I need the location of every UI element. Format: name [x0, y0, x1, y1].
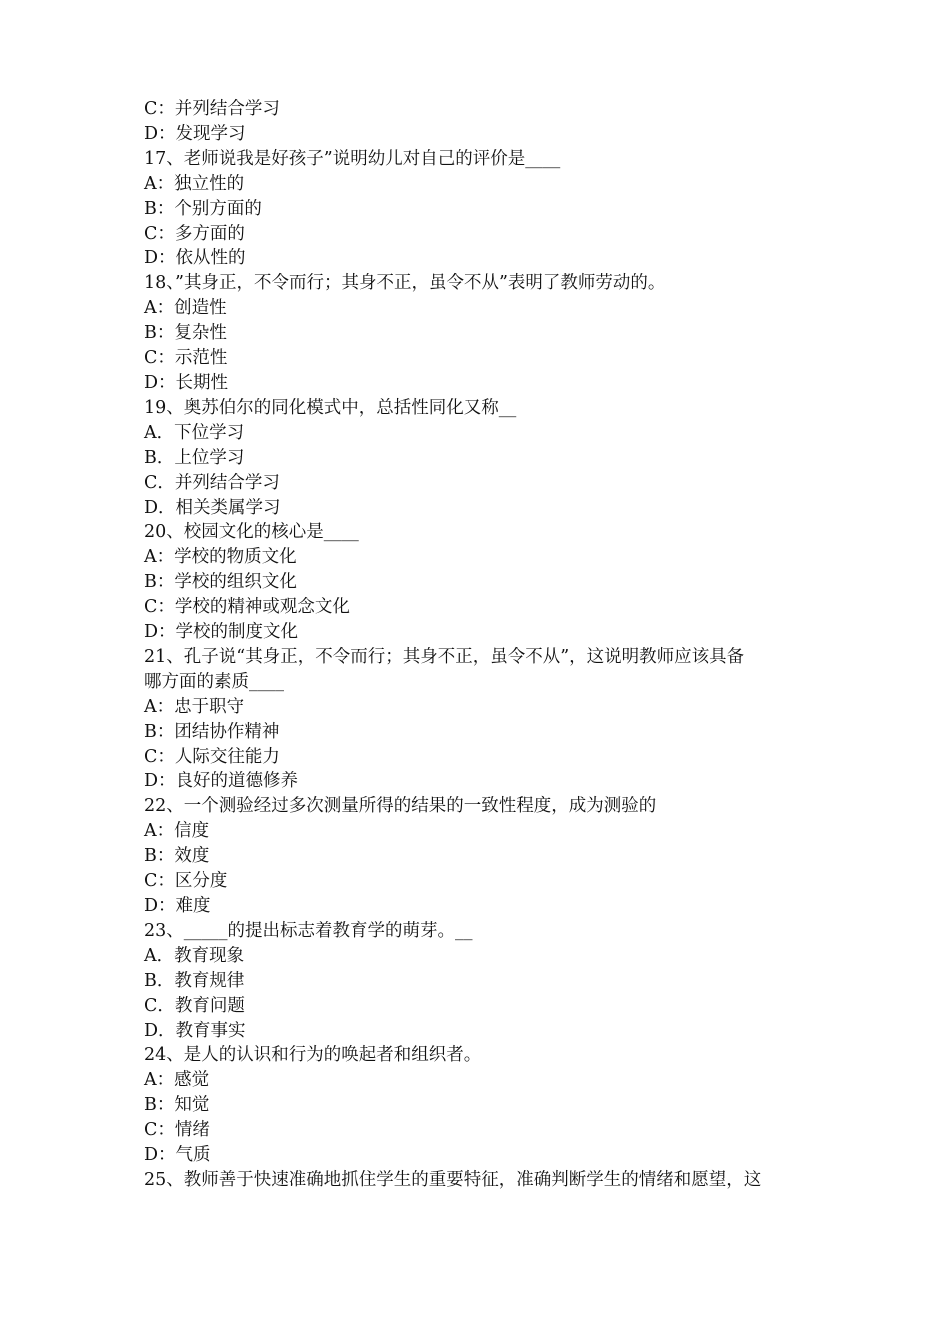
text-line: D：发现学习	[144, 123, 246, 144]
option-line: D：良好的道德修养	[144, 771, 299, 792]
option-line: C．并列结合学习	[144, 472, 280, 493]
option-line: C：示范性	[144, 348, 228, 369]
option-line: B．教育规律	[144, 970, 245, 991]
text-line: C：并列结合学习	[144, 99, 280, 119]
option-line: D．教育事实	[144, 1020, 246, 1041]
option-line: C：情绪	[144, 1120, 210, 1141]
option-line: D：学校的制度文化	[144, 622, 299, 643]
question-18: 18、”其身正，不令而行；其身不正，虽令不从”表明了教师劳动的。	[144, 273, 666, 294]
option-line: D：长期性	[144, 372, 229, 393]
question-19: 19、奥苏伯尔的同化模式中，总括性同化又称__	[144, 397, 517, 418]
option-line: D：依从性的	[144, 248, 246, 269]
question-17: 17、老师说我是好孩子”说明幼儿对自己的评价是____	[144, 148, 561, 169]
option-line: B：效度	[144, 846, 210, 867]
question-23: 23、_____的提出标志着教育学的萌芽。__	[144, 920, 473, 941]
option-line: B：个别方面的	[144, 198, 262, 219]
option-line: D．相关类属学习	[144, 497, 281, 518]
option-line: B：学校的组织文化	[144, 572, 297, 593]
question-21: 21、孔子说“其身正，不令而行；其身不正，虽令不从”，这说明教师应该具备	[144, 646, 745, 667]
question-24: 24、是人的认识和行为的唤起者和组织者。	[144, 1045, 482, 1066]
option-line: A：创造性	[144, 298, 227, 319]
option-line: C：学校的精神或观念文化	[144, 597, 350, 618]
document-body	[144, 97, 814, 1193]
option-line: D：难度	[144, 896, 211, 916]
option-line: D：气质	[144, 1145, 211, 1166]
option-line: B．上位学习	[144, 447, 245, 468]
option-line: A：感觉	[144, 1070, 210, 1091]
option-line: B：知觉	[144, 1095, 210, 1116]
option-line: C：人际交往能力	[144, 746, 280, 767]
question-20: 20、校园文化的核心是____	[144, 522, 359, 543]
question-25: 25、教师善于快速准确地抓住学生的重要特征，准确判断学生的情绪和愿望，这	[144, 1169, 762, 1190]
question-21-continued: 哪方面的素质____	[144, 671, 284, 692]
option-line: A：信度	[144, 821, 210, 842]
option-line: B：复杂性	[144, 323, 227, 344]
option-line: A：学校的物质文化	[144, 547, 297, 568]
option-line: B：团结协作精神	[144, 721, 280, 742]
question-22: 22、一个测验经过多次测量所得的结果的一致性程度，成为测验的	[144, 796, 657, 817]
option-line: A．教育现象	[144, 945, 245, 966]
option-line: C：多方面的	[144, 223, 245, 244]
option-line: A．下位学习	[144, 422, 245, 443]
option-line: A：忠于职守	[144, 696, 245, 717]
option-line: C：区分度	[144, 871, 228, 892]
option-line: C．教育问题	[144, 995, 245, 1016]
option-line: A：独立性的	[144, 173, 245, 194]
